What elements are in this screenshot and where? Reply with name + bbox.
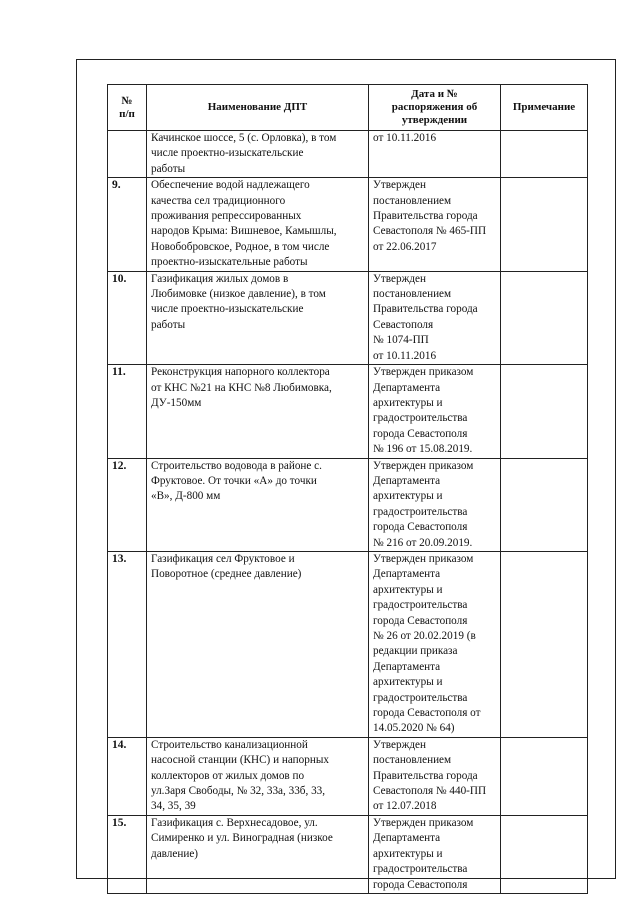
row-date: Утвержден приказом Департамента архитектуры и градостроительства города Севастополя № 196 от 15.08.2019. xyxy=(369,365,501,458)
row-note xyxy=(501,815,588,893)
row-number: 14. xyxy=(108,737,147,815)
header-name: Наименование ДПТ xyxy=(147,85,369,131)
plan-table xyxy=(107,84,588,894)
table-row xyxy=(108,365,588,458)
row-name: Качинское шоссе, 5 (с. Орловка), в том числе проектно-изыскательские работы xyxy=(147,131,369,178)
row-date: Утвержден постановлением Правительства города Севастополя № 465-ПП от 22.06.2017 xyxy=(369,178,501,271)
row-number xyxy=(108,131,147,178)
table-row xyxy=(108,458,588,551)
table-row xyxy=(108,815,588,893)
row-number: 13. xyxy=(108,551,147,737)
row-date: Утвержден постановлением Правительства города Севастополя № 1074-ПП от 10.11.2016 xyxy=(369,271,501,364)
table-row xyxy=(108,271,588,364)
row-name: Строительство канализационной насосной станции (КНС) и напорных коллекторов от жилых домов по ул.Заря Свободы, № 32, 33а, 33б, 33, 34, 35, 39 xyxy=(147,737,369,815)
row-number: 9. xyxy=(108,178,147,271)
header-number: № п/п xyxy=(108,85,147,131)
row-number: 11. xyxy=(108,365,147,458)
row-name: Газификация жилых домов в Любимовке (низкое давление), в том числе проектно-изыскательские работы xyxy=(147,271,369,364)
table-row xyxy=(108,551,588,737)
table-row xyxy=(108,178,588,271)
row-note xyxy=(501,551,588,737)
table-row xyxy=(108,131,588,178)
row-date: Утвержден приказом Департамента архитектуры и градостроительства города Севастополя № 26 от 20.02.2019 (в редакции приказа Департамента архитектуры и градостроительства города Севастополя от 14.05.2020 № 64) xyxy=(369,551,501,737)
table-row xyxy=(108,737,588,815)
row-name: Газификация сел Фруктовое и Поворотное (среднее давление) xyxy=(147,551,369,737)
table-header-row xyxy=(108,85,588,131)
row-note xyxy=(501,131,588,178)
row-number: 10. xyxy=(108,271,147,364)
row-date: от 10.11.2016 xyxy=(369,131,501,178)
header-note: Примечание xyxy=(501,85,588,131)
row-note xyxy=(501,178,588,271)
row-number: 12. xyxy=(108,458,147,551)
row-note xyxy=(501,365,588,458)
row-date: Утвержден приказом Департамента архитектуры и градостроительства города Севастополя xyxy=(369,815,501,893)
row-note xyxy=(501,737,588,815)
row-date: Утвержден приказом Департамента архитектуры и градостроительства города Севастополя № 216 от 20.09.2019. xyxy=(369,458,501,551)
header-date: Дата и № распоряжения об утверждении xyxy=(369,85,501,131)
row-name: Строительство водовода в районе с. Фруктовое. От точки «А» до точки «В», Д-800 мм xyxy=(147,458,369,551)
row-note xyxy=(501,271,588,364)
row-name: Обеспечение водой надлежащего качества сел традиционного проживания репрессированных народов Крыма: Вишневое, Камышлы, Новобобровское, Родное, в том числе проектно-изыскательные работы xyxy=(147,178,369,271)
row-name: Газификация с. Верхнесадовое, ул. Симиренко и ул. Виноградная (низкое давление) xyxy=(147,815,369,893)
row-name: Реконструкция напорного коллектора от КНС №21 на КНС №8 Любимовка, ДУ-150мм xyxy=(147,365,369,458)
row-date: Утвержден постановлением Правительства города Севастополя № 440-ПП от 12.07.2018 xyxy=(369,737,501,815)
row-number: 15. xyxy=(108,815,147,893)
row-note xyxy=(501,458,588,551)
